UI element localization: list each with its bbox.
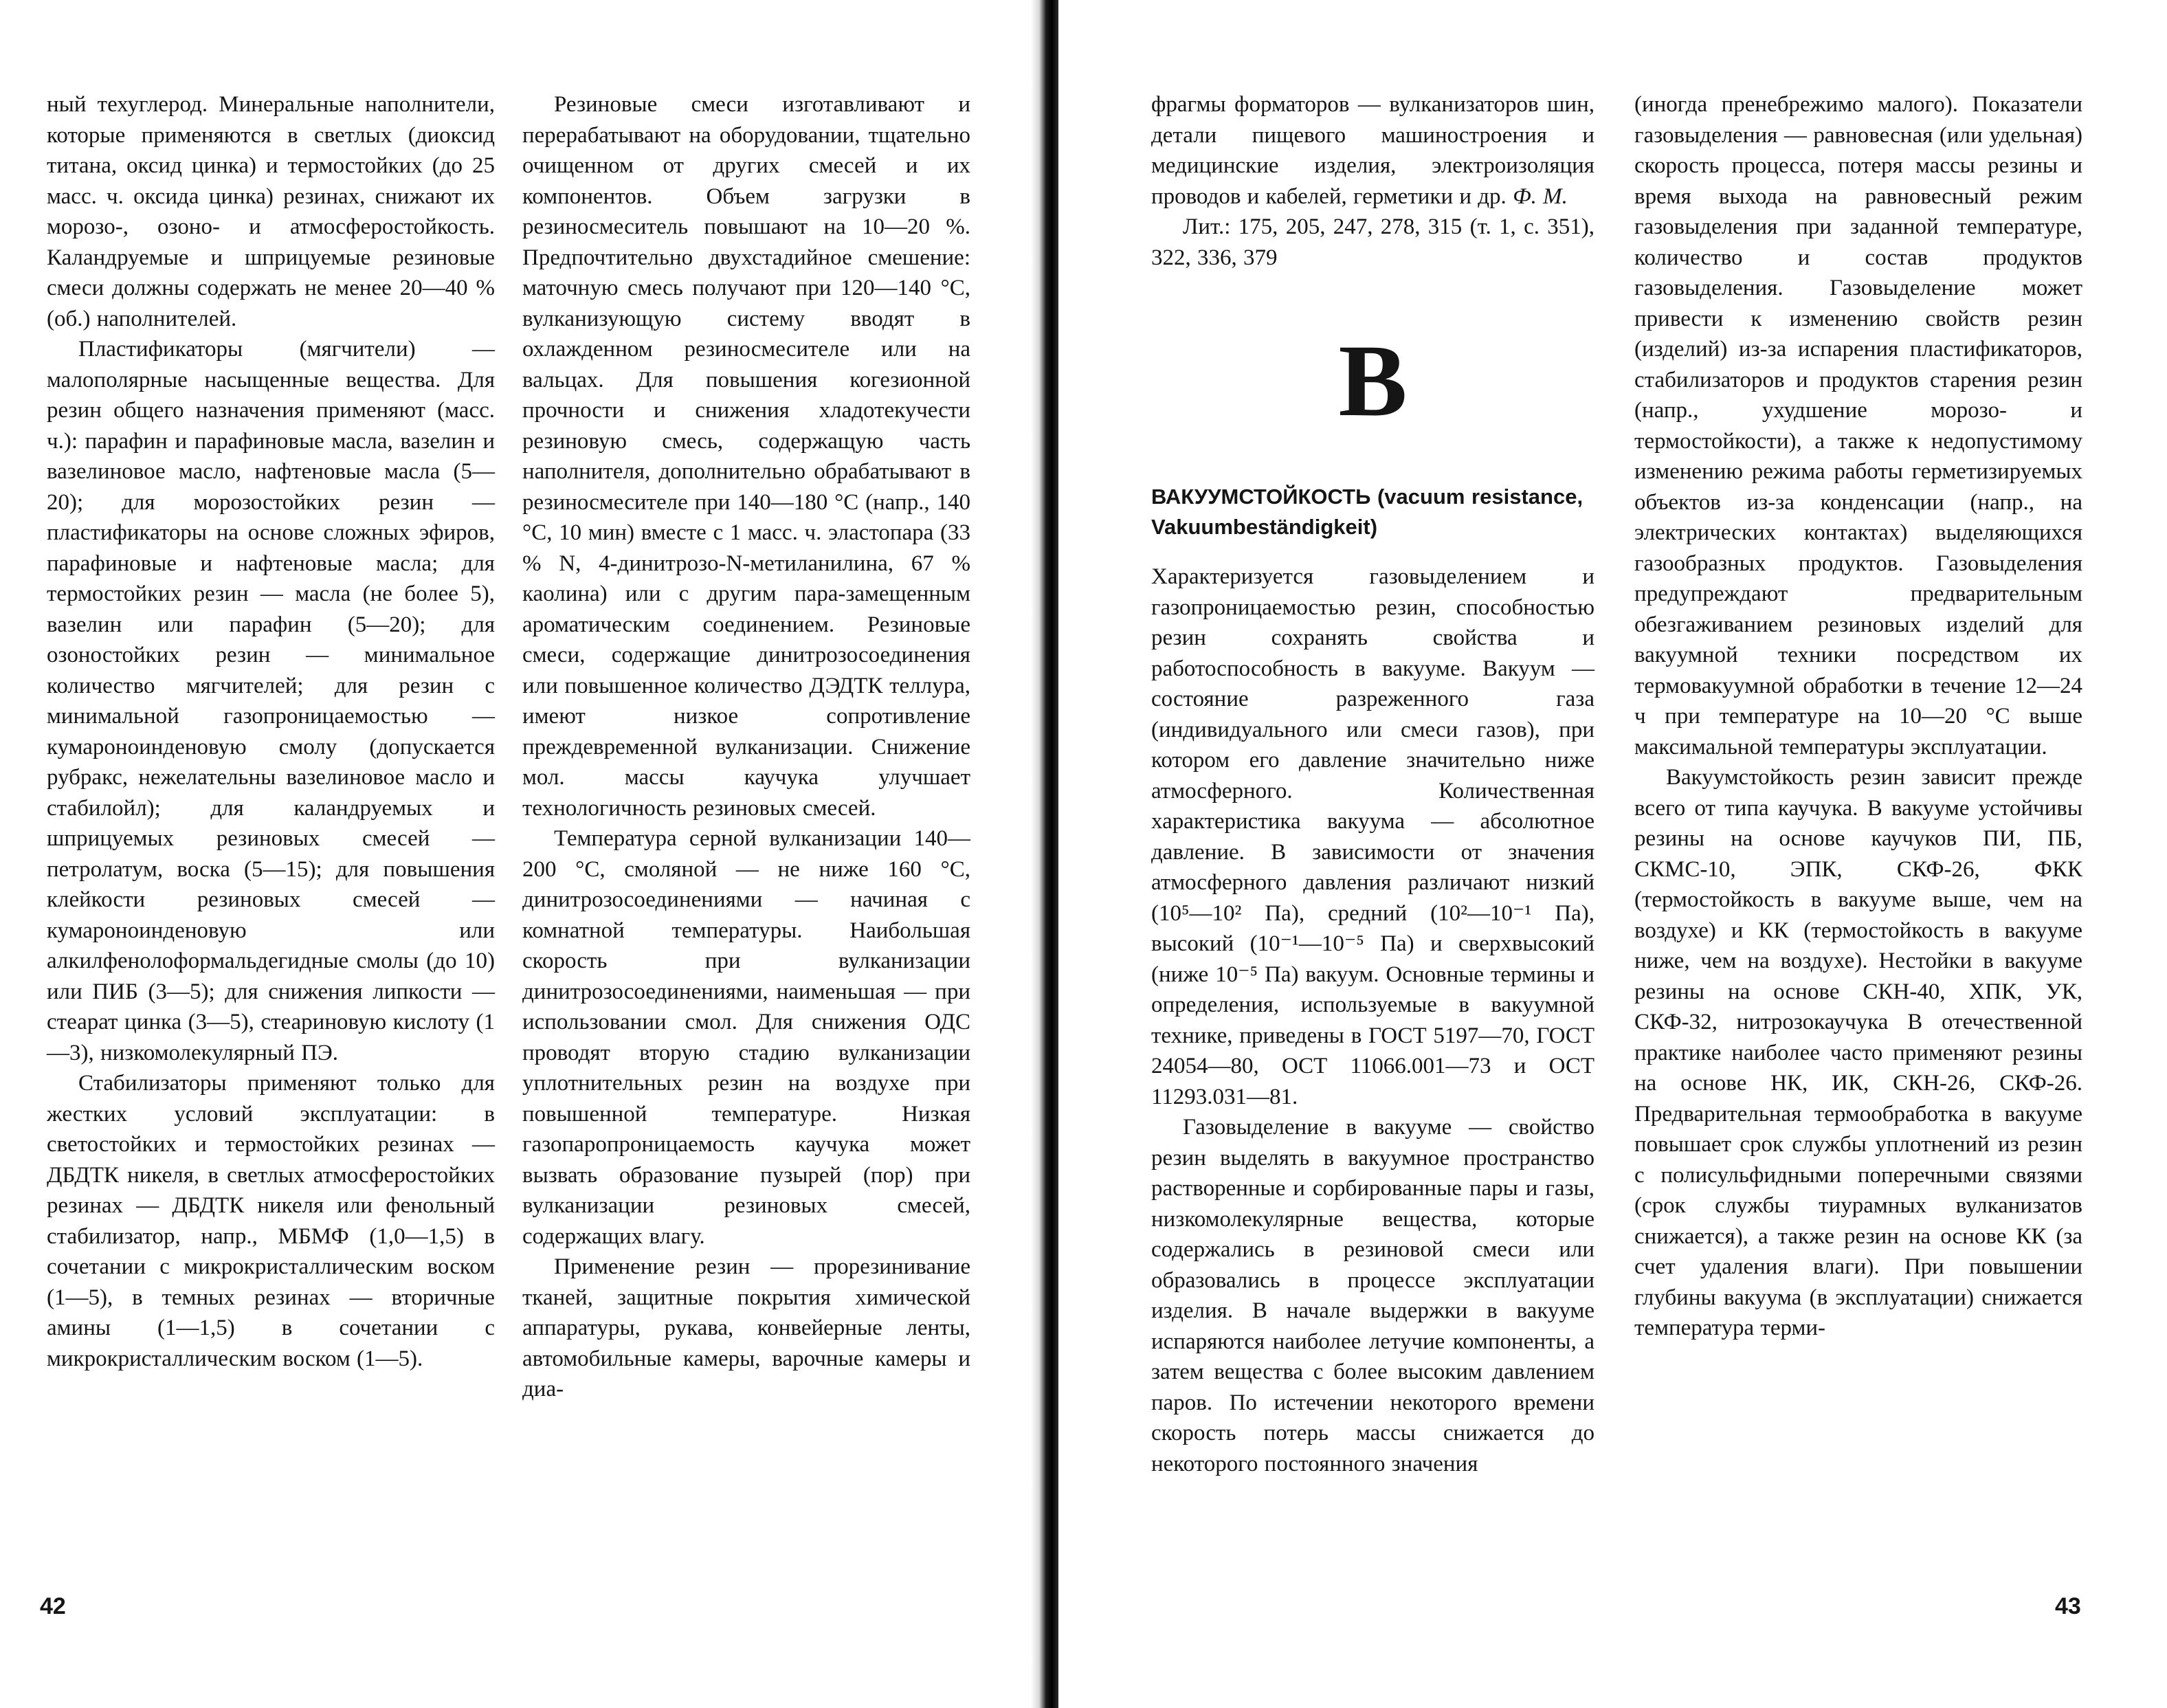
paragraph: Стабилизаторы применяют только для жестких условий эксплуатации: в светостойких и термостойких резинах — ДБДТК никеля, в светлых атмосферостойких резинах — ДБДТК никеля или фенольный стабилизатор, напр., МБМФ (1,0—1,5) в сочетании с микрокристаллическим воском (1—5), в темных резинах — вторичные амины (1—1,5) в сочетании с микрокристаллическим воском (1—5).	[47, 1071, 495, 1371]
paragraph: (иногда пренебрежимо малого). Показатели газовыделения — равновесная (или удельная) скорость процесса, потеря массы резины и время выхода на равновесный режим газовыделения при заданной температуре, количество и состав продуктов газовыделения. Газовыделение может привести к изменению свойств резин (изделий) из-за испарения пластификаторов, стабилизаторов и продуктов старения резин (напр., ухудшение морозо- и термостойкости), а также к недопустимому изменению режима работы герметизируемых объектов из-за конденсации (напр., на электрических контактах) выделяющихся газообразных продуктов. Газовыделения предупреждают предварительным обезгаживанием резиновых изделий для вакуумной техники посредством их термовакуумной обработки в течение 12—24 ч при температуре на 10—20 °С выше максимальной температуры эксплуатации.	[1634, 92, 2082, 759]
page-number: 43	[2055, 1593, 2081, 1619]
paragraph: Газовыделение в вакууме — свойство резин выделять в вакуумное пространство растворенные и сорбированные пары и газы, низкомолекулярные вещества, которые содержались в резиновой смеси или образовались в процессе эксплуатации изделия. В начале выдержки в вакууме испаряются наиболее летучие компоненты, а затем вещества с более высоким давлением паров. По истечении некоторого времени скорость потерь массы снижается до некоторого постоянного значения	[1151, 1115, 1594, 1476]
section-letter: В	[1338, 324, 1408, 438]
entry-headword: ВАКУУМСТОЙКОСТЬ (vacuum resistance, Vakuumbeständigkeit)	[1151, 485, 1583, 539]
paragraph: Характеризуется газовыделением и газопроницаемостью резин, способностью резин сохранять свойства и работоспособность в вакууме. Вакуум — состояние разреженного газа (индивидуального или смеси газов), при котором его давление значительно ниже атмосферного. Количественная характеристика вакуума — абсолютное давление. В зависимости от значения атмосферного давления различают низкий (10⁵—10² Па), средний (10²—10⁻¹ Па), высокий (10⁻¹—10⁻⁵ Па) и сверхвысокий (ниже 10⁻⁵ Па) вакуум. Основные термины и определения, используемые в вакуумной технике, приведены в ГОСТ 5197—70, ГОСТ 24054—80, ОСТ 11066.001—73 и ОСТ 11293.031—81.	[1151, 564, 1594, 1109]
left-page-column-1	[47, 89, 495, 1374]
intro-text: фрагмы форматоров — вулканизаторов шин, детали пищевого машиностроения и медицинские изделия, электроизоляция проводов и кабелей, герметики и др.	[1151, 92, 1594, 209]
page-number: 42	[40, 1593, 66, 1619]
right-page-column-2	[1634, 89, 2082, 1344]
references: Лит.: 175, 205, 247, 278, 315 (т. 1, с. 351), 322, 336, 379	[1151, 214, 1594, 270]
paragraph: ный техуглерод. Минеральные наполнители, которые применяются в светлых (диоксид титана, оксид цинка) и термостойких (до 25 масс. ч. оксида цинка) резинах, снижают их морозо-, озоно- и атмосферостойкость. Каландруемые и шприцуемые резиновые смеси должны содержать не менее 20—40 % (об.) наполнителей.	[47, 92, 495, 331]
left-page-column-2	[522, 89, 970, 1405]
paragraph: Вакуумстойкость резин зависит прежде всего от типа каучука. В вакууме устойчивы резины на основе каучуков ПИ, ПБ, СКМС-10, ЭПК, СКФ-26, ФКК (термостойкость в вакууме выше, чем на воздухе) и КК (термостойкость в вакууме ниже, чем на воздухе). Нестойки в вакууме резины на основе СКН-40, ХПК, УК, СКФ-32, нитрозокаучука В отечественной практике наиболее часто применяют резины на основе НК, ИК, СКН-26, СКФ-26. Предварительная термообработка в вакууме повышает срок службы уплотнений из резин с полисульфидными поперечными связями (срок службы тиурамных вулканизатов снижается), а также резин на основе КК (за счет удаления влаги). При повышении глубины вакуума (в эксплуатации) снижается температура терми-	[1634, 765, 2082, 1340]
paragraph: Температура серной вулканизации 140—200 °С, смоляной — не ниже 160 °С, динитрозосоединениями — начиная с комнатной температуры. Наибольшая скорость при вулканизации динитрозосоединениями, наименьшая — при использовании смол. Для снижения ОДС проводят вторую стадию вулканизации уплотнительных резин на воздухе при повышенной температуре. Низкая газопаропроницаемость каучука может вызвать образование пузырей (пор) при вулканизации резиновых смесей, содержащих влагу.	[522, 826, 970, 1249]
right-page-column-1	[1151, 89, 1594, 1479]
paragraph: Пластификаторы (мягчители) — малополярные насыщенные вещества. Для резин общего назначения применяют (масс. ч.): парафин и парафиновые масла, вазелин и вазелиновое масло, нафтеновые масла (5—20); для морозостойких резин — пластификаторы на основе сложных эфиров, парафиновые и нафтеновые масла; для термостойких резин — масла (не более 5), вазелин или парафин (5—20); для озоностойких резин — минимальное количество мягчителей; для резин с минимальной газопроницаемостью — кумароноинденовую смолу (допускается рубракс, нежелательны вазелиновое масло и стабилойл); для каландруемых и шприцуемых резиновых смесей — петролатум, воска (5—15); для повышения клейкости резиновых смесей — кумароноинденовую или алкилфенолоформальдегидные смолы (до 10) или ПИБ (3—5); для снижения липкости — стеарат цинка (3—5), стеариновую кислоту (1—3), низкомолекулярный ПЭ.	[47, 337, 495, 1065]
paragraph: Применение резин — прорезинивание тканей, защитные покрытия химической аппаратуры, рукава, конвейерные ленты, автомобильные камеры, варочные камеры и диа-	[522, 1254, 970, 1401]
left-page	[0, 0, 1031, 1708]
author-initials: Ф. М.	[1513, 184, 1568, 209]
paragraph: Резиновые смеси изготавливают и перерабатывают на оборудовании, тщательно очищенном от других смесей и их компонентов. Объем загрузки в резиносмеситель повышают на 10—20 %. Предпочтительно двухстадийное смешение: маточную смесь получают при 120—140 °С, вулканизующую систему вводят в охлажденном резиносмесителе или на вальцах. Для повышения когезионной прочности и снижения хладотекучести резиновую смесь, содержащую часть наполнителя, дополнительно обрабатывают в резиносмесителе при 140—180 °С (напр., 140 °С, 10 мин) вместе с 1 масс. ч. эластопара (33 % N, 4-динитрозо-N-метиланилина, 67 % каолина) или с другим пара-замещенным ароматическим соединением. Резиновые смеси, содержащие динитрозосоединения или повышенное количество ДЭДТК теллура, имеют низкое сопротивление преждевременной вулканизации. Снижение мол. массы каучука улучшает технологичность резиновых смесей.	[522, 92, 970, 821]
paragraph	[1151, 89, 1594, 212]
